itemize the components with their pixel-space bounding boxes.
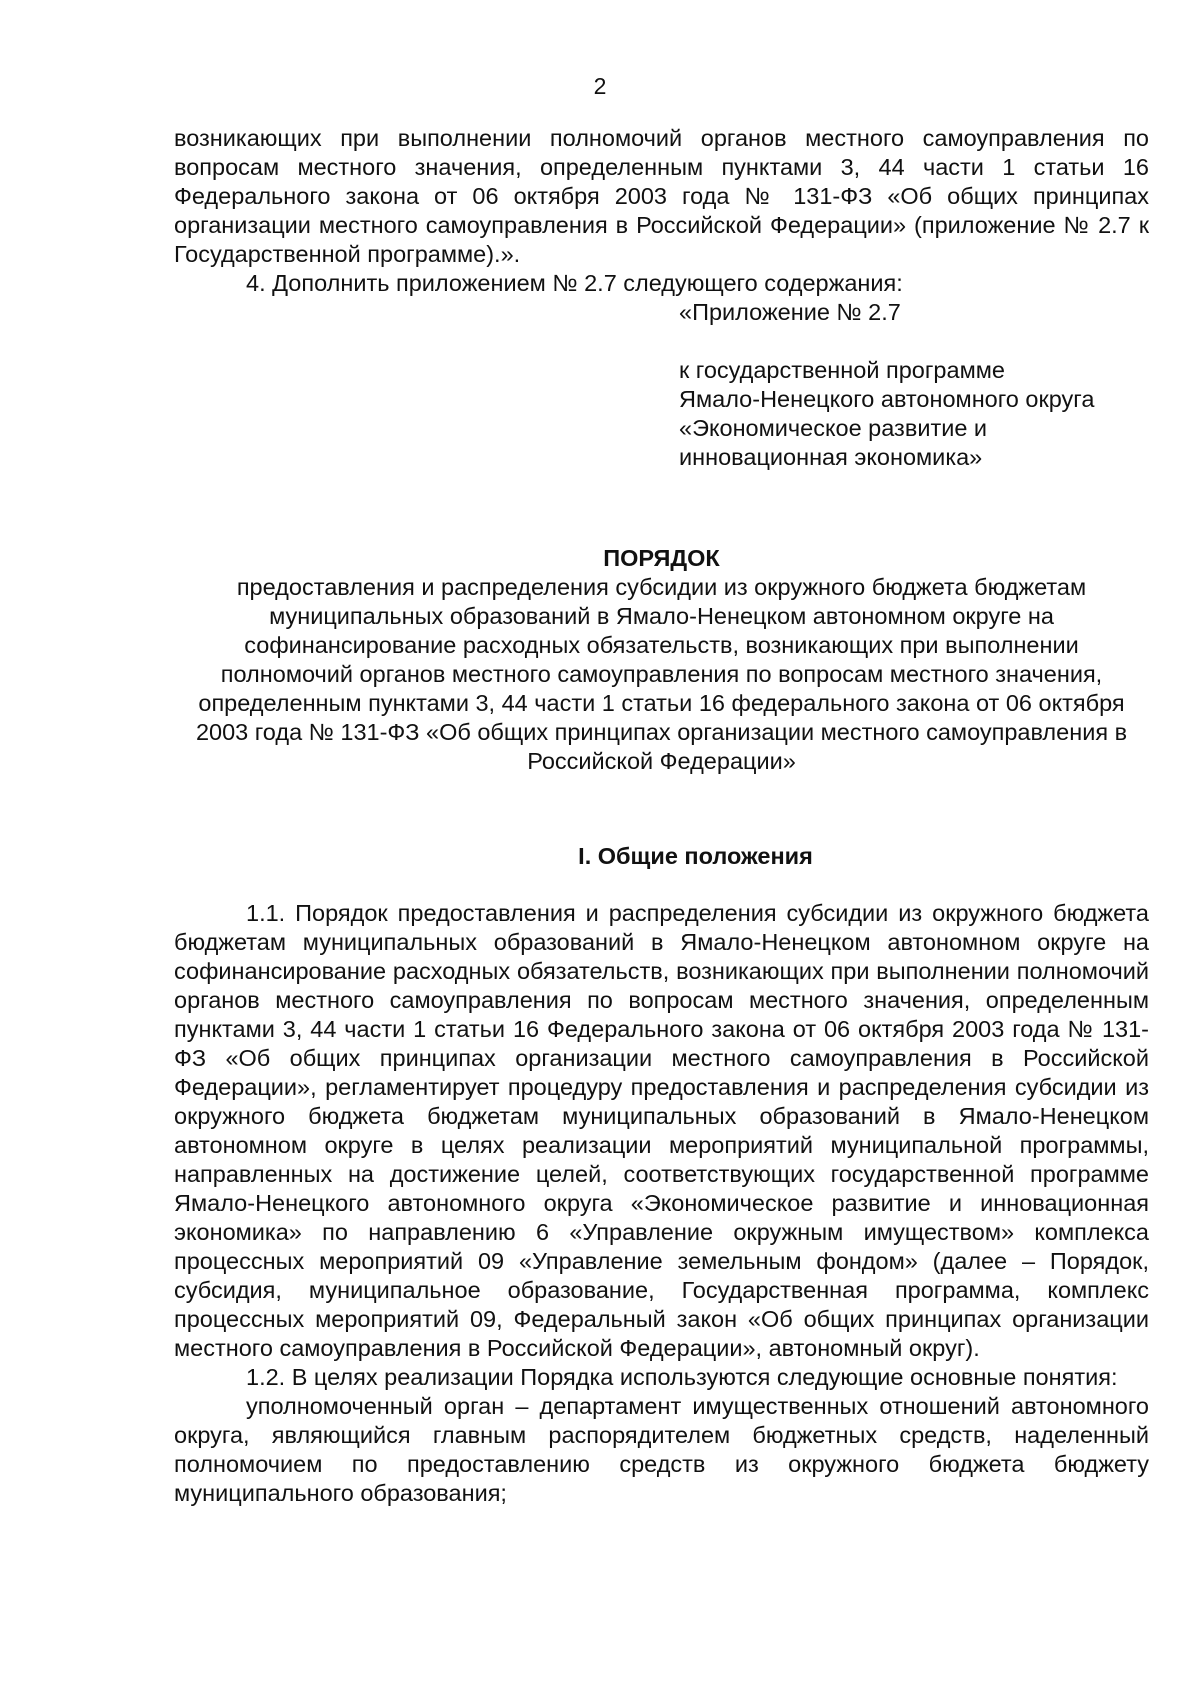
annex-block [679,298,1149,472]
paragraph-1-1: 1.1. Порядок предоставления и распределения субсидии из окружного бюджета бюджетам муниципальных образований в Ямало-Ненецком автономном округе на софинансирование расходных обязательств, возникающих при выполнении полномочий органов местного самоуправления по вопросам местного значения, определенным пунктами 3, 44 части 1 статьи 16 Федерального закона от 06 октября 2003 года № 131-ФЗ «Об общих принципах организации местного самоуправления в Российской Федерации», регламентирует процедуру предоставления и распределения субсидии из окружного бюджета бюджетам муниципальных образований в Ямало-Ненецком автономном округе в целях реализации мероприятий муниципальной программы, направленных на достижение целей, соответствующих государственной программе Ямало-Ненецкого автономного округа «Экономическое развитие и инновационная экономика» по направлению 6 «Управление окружным имуществом» комплекса процессных мероприятий 09 «Управление земельным фондом» (далее – Порядок, субсидия, муниципальное образование, Государственная программа, комплекс процессных мероприятий 09, Федеральный закон «Об общих принципах организации местного самоуправления в Российской Федерации», автономный округ). [174,900,1149,1361]
annex-line: инновационная экономика» [679,444,983,470]
lead-paragraph: возникающих при выполнении полномочий органов местного самоуправления по вопросам местного значения, определенным пунктами 3, 44 части 1 статьи 16 Федерального закона от 06 октября 2003 года № 131-ФЗ «Об общих принципах организации местного самоуправления в Российской Федерации» (приложение № 2.7 к Государственной программе).». [174,125,1149,267]
item-4-paragraph: 4. Дополнить приложением № 2.7 следующего содержания: [246,270,903,296]
order-title-block [174,544,1149,776]
definition-authorized-body: уполномоченный орган – департамент имущественных отношений автономного округа, являющийся главным распорядителем бюджетных средств, наделенный полномочием по предоставлению средств из окружного бюджета бюджету муниципального образования; [174,1393,1149,1506]
page-number: 2 [593,73,607,99]
annex-label: «Приложение № 2.7 [679,299,901,325]
paragraph-1-2: 1.2. В целях реализации Порядка используются следующие основные понятия: [246,1364,1118,1390]
annex-spacer [679,327,1149,356]
document-body [174,124,1149,1508]
annex-line: «Экономическое развитие и [679,415,988,441]
annex-line: Ямало-Ненецкого автономного округа [679,386,1095,412]
annex-line: к государственной программе [679,357,1005,383]
section-1-heading: I. Общие положения [578,843,813,869]
order-title-body: предоставления и распределения субсидии из окружного бюджета бюджетам муниципальных образований в Ямало-Ненецком автономном округе на софинансирование расходных обязательств, возникающих при выполнении полномочий органов местного самоуправления по вопросам местного значения, определенным пунктами 3, 44 части 1 статьи 16 федерального закона от 06 октября 2003 года № 131-ФЗ «Об общих принципах организации местного самоуправления в Российской Федерации» [195,574,1128,774]
order-title-heading: ПОРЯДОК [603,545,720,571]
